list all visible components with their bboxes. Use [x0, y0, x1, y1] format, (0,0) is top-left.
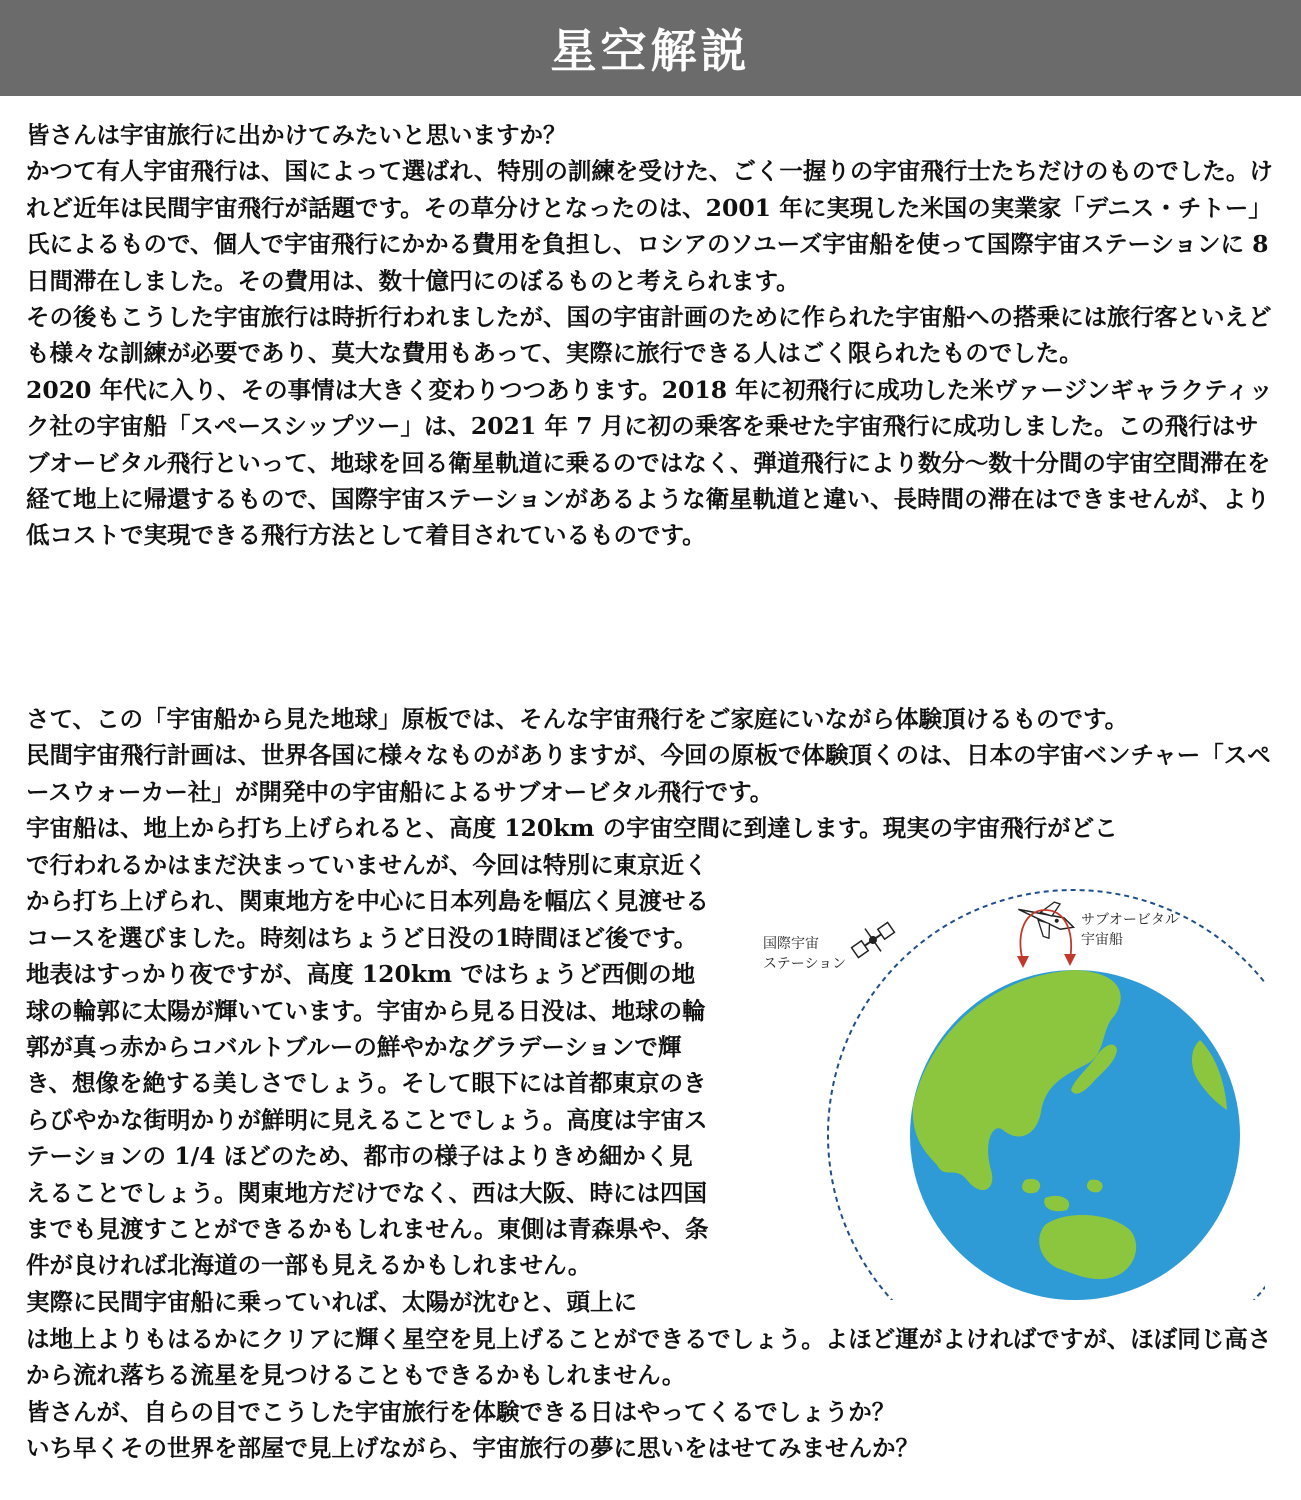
closing-paragraph: 皆さんが、自らの目でこうした宇宙旅行を体験できる日はやってくるでしょうか？: [26, 1397, 896, 1426]
plan-paragraph: さて、この「宇宙船から見た地球」原板では、そんな宇宙飛行をご家庭にいながら体験頂けるものです。: [26, 705, 1129, 733]
spaceplane-icon: [1013, 892, 1079, 944]
closing-paragraph: いち早くその世界を部屋で見上げながら、宇宙旅行の夢に思いをはせてみませんか？: [26, 1434, 919, 1463]
plan-section: [26, 701, 1276, 847]
closing-paragraph: は地上よりもはるかにクリアに輝く星空を見上げることができるでしょう。よほど運がよければですが、ほぼ同じ高さから流れ落ちる流星を見つけることもできるかもしれません。: [26, 1325, 1272, 1390]
intro-paragraph: 皆さんは宇宙旅行に出かけてみたいと思いますか？: [26, 121, 567, 149]
spaceplane-label: [1081, 910, 1179, 950]
intro-paragraph: 2020 年代に入り、その事情は大きく変わりつつあります。2018 年に初飛行に成功した米ヴァージンギャラクティック社の宇宙船「スペースシップツー」は、2021 年 7 月に初の乗客を乗せた宇宙飛行に成功しました。この飛行はサブオービタル飛行といって、地球を回る衛星軌道に乗るのではなく、弾道飛行により数分～数十分間の宇宙空間滞在を経て地上に帰還するもので、国際宇宙ステーションがあるような衛星軌道と違い、長時間の滞在はできませんが、より低コストで実現できる飛行方法として着目されているものです。: [26, 375, 1273, 550]
closing-section: [26, 1321, 1276, 1467]
wrapped-paragraph: 実際に民間宇宙船に乗っていれば、太陽が沈むと、頭上に: [26, 1287, 637, 1316]
page-title: 星空解説: [550, 24, 751, 78]
station-label-line1: 国際宇宙: [763, 936, 819, 952]
plan-paragraph: 民間宇宙飛行計画は、世界各国に様々なものがありますが、今回の原板で体験頂くのは、日本の宇宙ベンチャー「スペースウォーカー社」が開発中の宇宙船によるサブオービタル飛行です。: [26, 741, 1271, 806]
intro-paragraph: その後もこうした宇宙旅行は時折行われましたが、国の宇宙計画のために作られた宇宙船への搭乗には旅行客といえども様々な訓練が必要であり、莫大な費用もあって、実際に旅行できる人はごく限られたものでした。: [26, 303, 1272, 368]
flight-arrow-head-right: [1064, 954, 1076, 966]
intro-section: [26, 117, 1276, 554]
station-label-line2: ステーション: [763, 956, 847, 972]
station-label: [763, 934, 846, 974]
space-station-icon: [847, 916, 899, 964]
orbit-diagram: [745, 880, 1265, 1300]
spaceplane-label-line2: 宇宙船: [1081, 932, 1123, 948]
spaceplane-label-line1: サブオービタル: [1081, 912, 1179, 928]
wrapped-paragraph: で行われるかはまだ決まっていませんが、今回は特別に東京近くから打ち上げられ、関東地方を中心に日本列島を幅広く見渡せるコースを選びました。時刻はちょうど日没の1時間ほど後です。地表はすっかり夜ですが、高度 120km ではちょうど西側の地球の輪郭に太陽が輝いています。宇宙から見る日没は、地球の輪郭が真っ赤からコバルトブルーの鮮やかなグラデーションで輝き、想像を絶する美しさでしょう。そして眼下には首都東京のきらびやかな街明かりが鮮明に見えることでしょう。高度は宇宙ステーションの 1/4 ほどのため、都市の様子はよりきめ細かく見えることでしょう。関東地方だけでなく、西は大阪、時には四国までも見渡すことができるかもしれません。東側は青森県や、条件が良ければ北海道の一部も見えるかもしれません。: [26, 851, 709, 1280]
wrapped-section: [26, 847, 716, 1320]
title-banner: [0, 0, 1301, 96]
plan-paragraph: 宇宙船は、地上から打ち上げられると、高度 120km の宇宙空間に到達します。現実の宇宙飛行がどこ: [26, 814, 1118, 843]
intro-paragraph: かつて有人宇宙飛行は、国によって選ばれ、特別の訓練を受けた、ごく一握りの宇宙飛行士たちだけのものでした。けれど近年は民間宇宙飛行が話題です。その草分けとなったのは、2001 年に実現した米国の実業家「デニス・チトー」氏によるもので、個人で宇宙飛行にかかる費用を負担し、ロシアのソユーズ宇宙船を使って国際宇宙ステーションに 8 日間滞在しました。その費用は、数十億円にのぼるものと考えられます。: [26, 157, 1273, 295]
flight-arrow-head-left: [1017, 956, 1029, 968]
